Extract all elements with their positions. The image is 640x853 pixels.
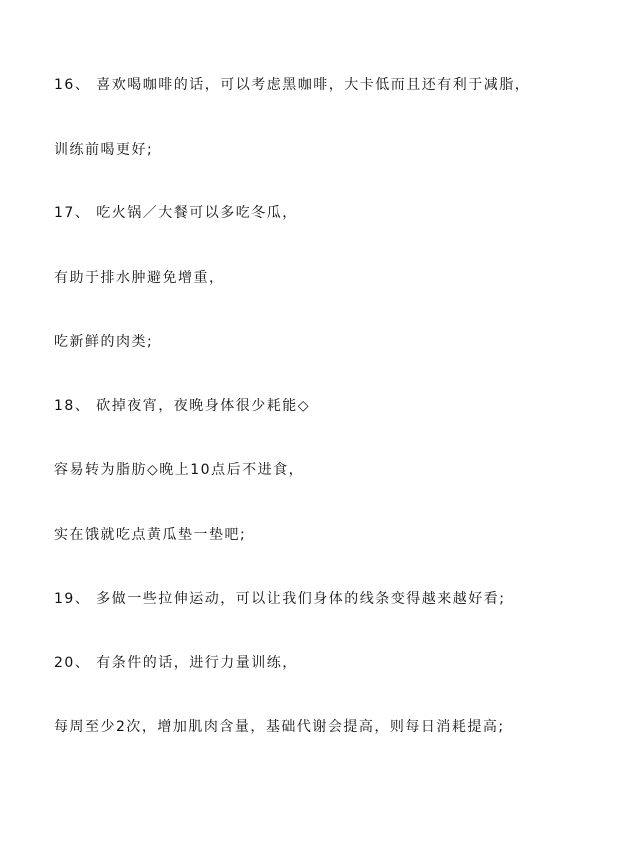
tip-17-line-3: 吃新鲜的肉类; xyxy=(54,334,154,350)
tip-18-line-2: 容易转为脂肪◇晚上10点后不进食， xyxy=(54,462,305,478)
tip-17-line-1: 17、 吃火锅／大餐可以多吃冬瓜， xyxy=(54,205,298,221)
tip-20-line-1: 20、 有条件的话，进行力量训练， xyxy=(54,655,298,671)
tip-20-line-2: 每周至少2次，增加肌肉含量，基础代谢会提高，则每日消耗提高; xyxy=(54,719,505,735)
tip-18-line-1: 18、 砍掉夜宵，夜晚身体很少耗能◇ xyxy=(54,398,311,414)
tip-17-line-2: 有助于排水肿避免增重， xyxy=(54,270,225,286)
tip-16-line-2: 训练前喝更好; xyxy=(54,142,154,158)
tip-19-line-1: 19、 多做一些拉伸运动，可以让我们身体的线条变得越来越好看; xyxy=(54,591,506,607)
tip-18-line-3: 实在饿就吃点黄瓜垫一垫吧; xyxy=(54,527,247,543)
tip-16-line-1: 16、 喜欢喝咖啡的话，可以考虑黑咖啡，大卡低而且还有利于减脂， xyxy=(54,77,531,93)
